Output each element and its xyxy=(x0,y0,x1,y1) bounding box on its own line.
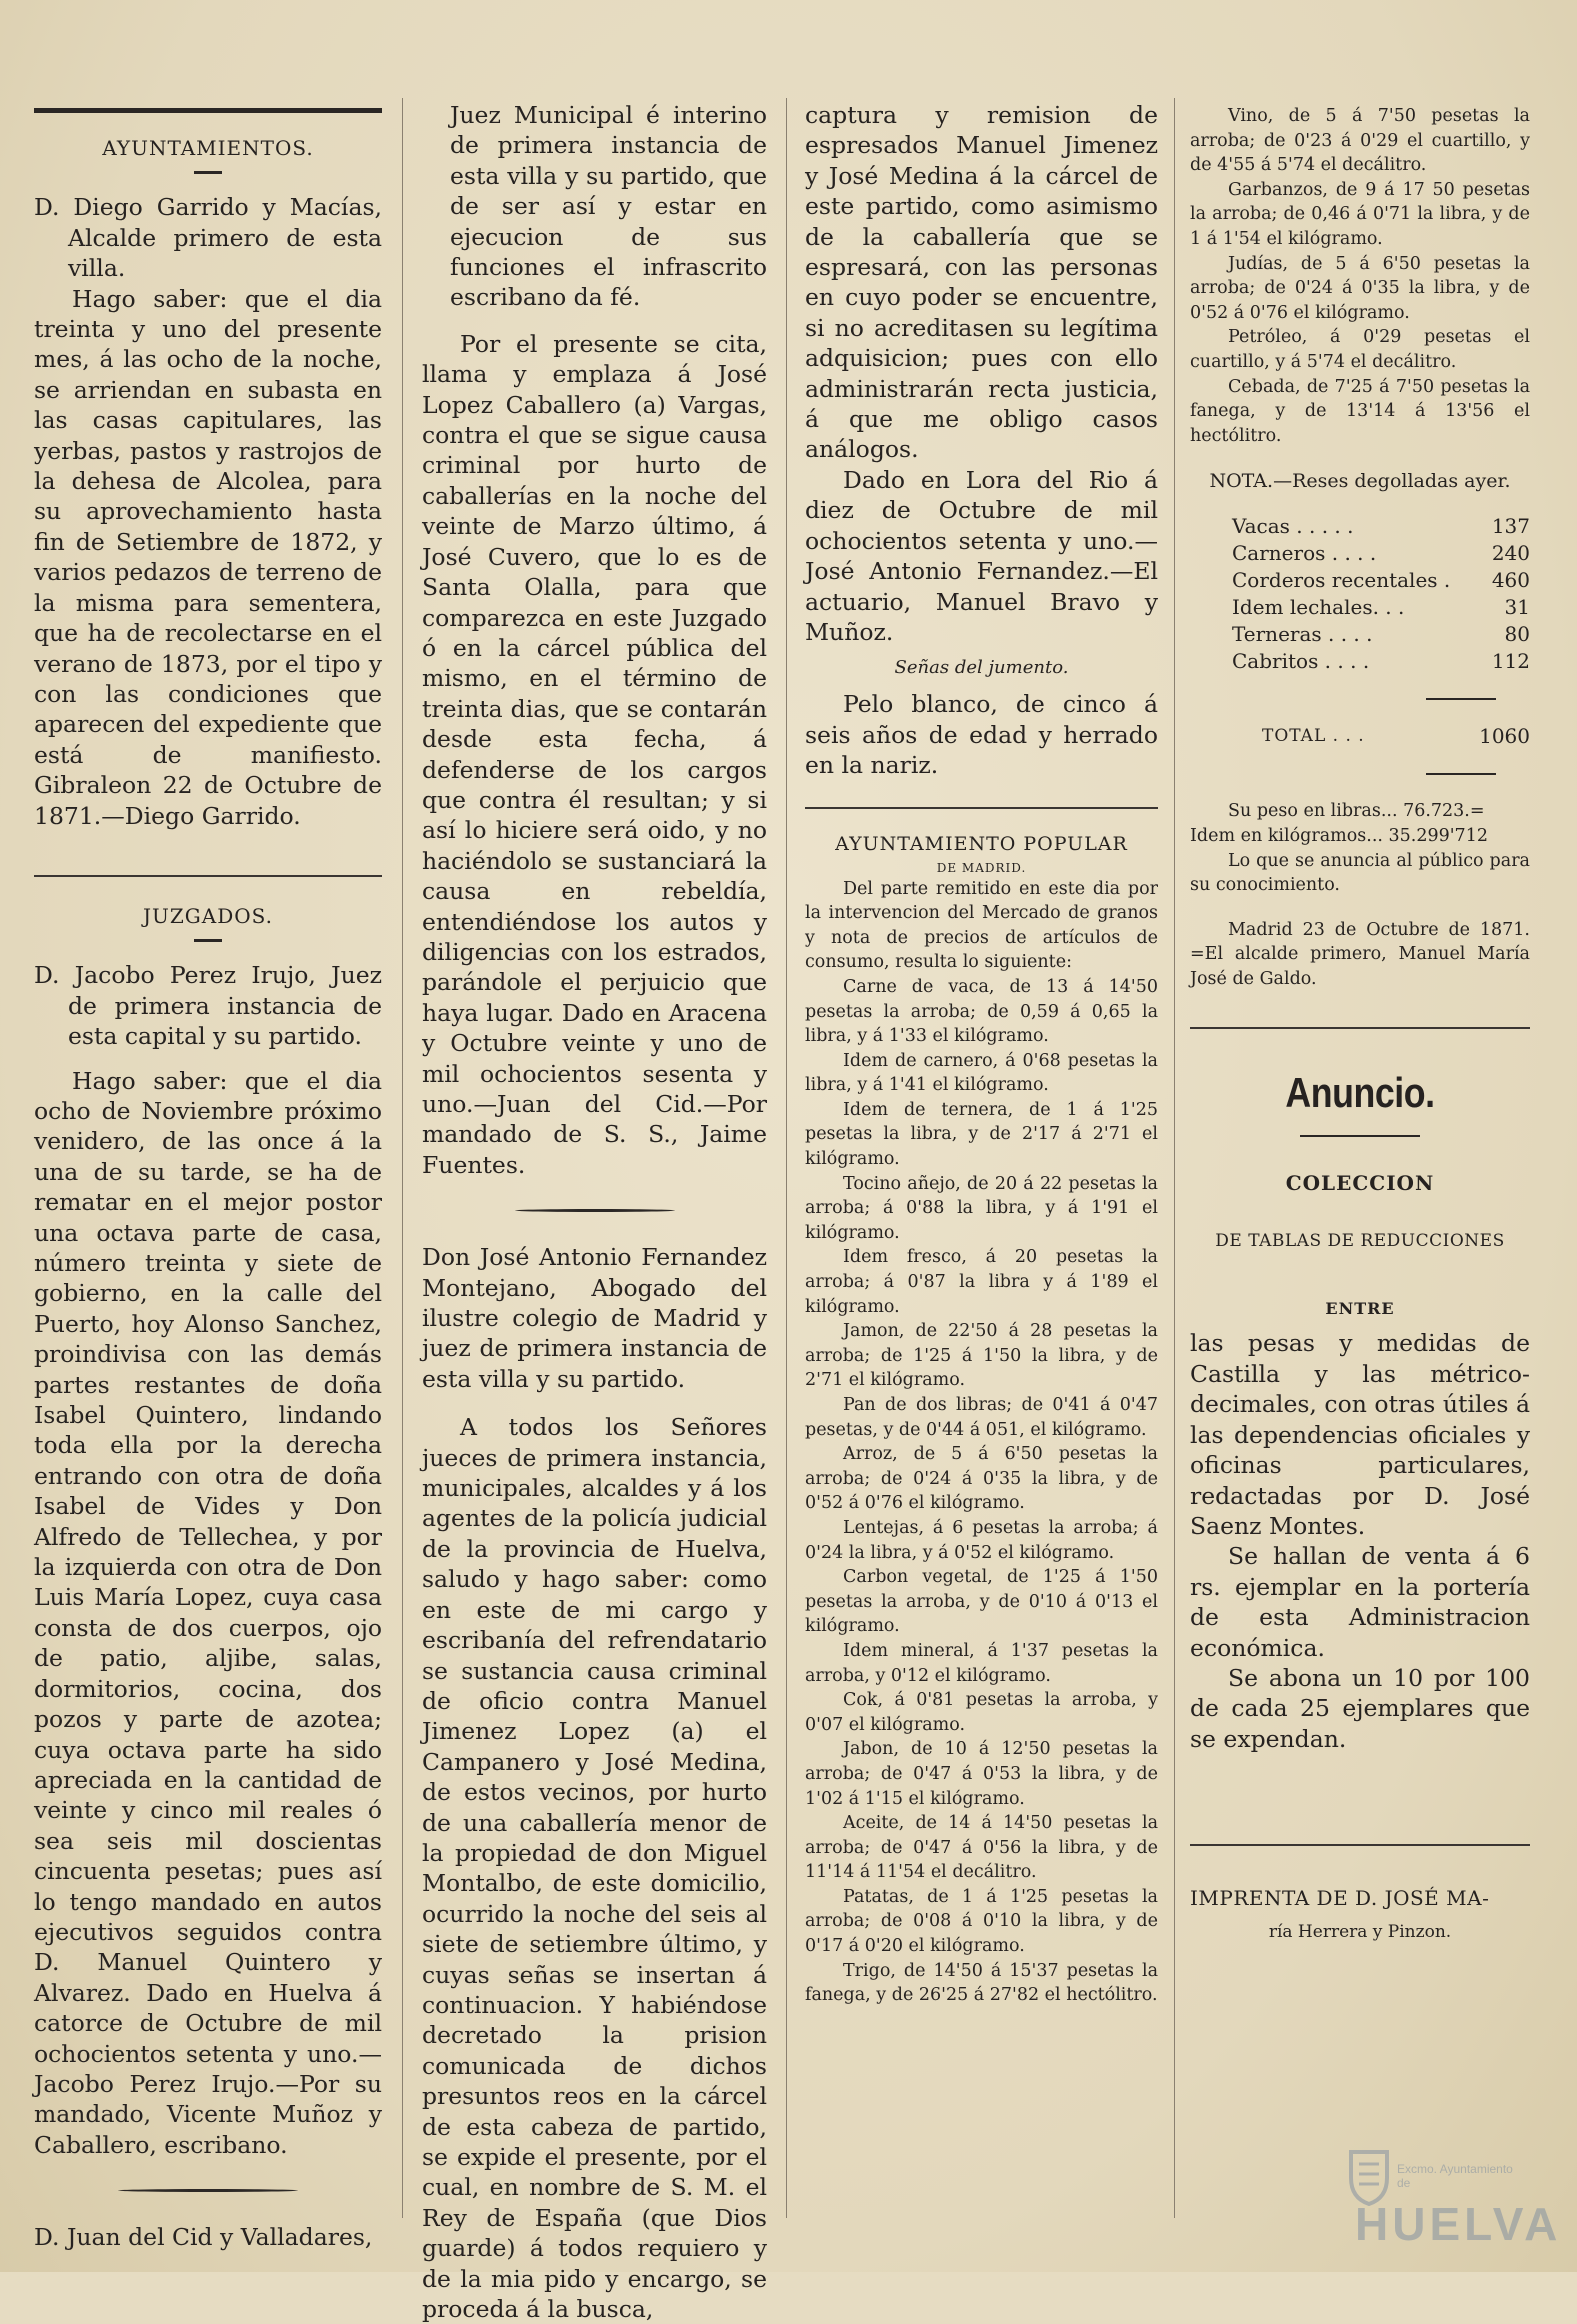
peso-note: Lo que se anuncia al público para su conocimiento. xyxy=(1190,850,1530,896)
anuncio-discount: Se abona un 10 por 100 de cada 25 ejemplares que se expendan. xyxy=(1190,1663,1530,1753)
section-heading-juzgados: JUZGADOS. xyxy=(143,903,273,928)
price-item: Idem de ternera, de 1 á 1'25 pesetas la libra, y de 2'17 á 2'71 el kilógramo. xyxy=(805,1099,1158,1170)
price-item: Garbanzos, de 9 á 17 50 pesetas la arroba; de 0,46 á 0'71 la libra, y de 1 á 1'54 el kilógramo. xyxy=(1190,179,1530,249)
reses-table xyxy=(1232,512,1530,674)
price-item: Tocino añejo, de 20 á 22 pesetas la arroba; á 0'88 la libra, y á 1'91 el kilógramo. xyxy=(805,1173,1158,1243)
edict-body: Hago saber: que el dia ocho de Noviembre próximo venidero, de las once á la una de su tarde, se ha de rematar en el mejor postor una octava parte de casa, número treinta y siete de gobierno, en la calle del Puerto, hoy Alonso Sanchez, proindivisa con las demás partes restantes de doña Isabel Quintero, lindando toda ella por la derecha entrando con otra de doña Isabel de Vides y Don Alfredo de Tellechea, y por la izquierda con otra de Don Luis María Lopez, cuya casa consta de dos cuerpos, ojo de patio, aljibe, salas, dormitorios, cocina, dos pozos y parte de azotea; cuya octava parte ha sido apreciada en la cantidad de veinte y cinco mil reales ó sea seis mil doscientas cincuenta pesetas; pues así lo tengo mandado en autos ejecutivos seguidos contra D. Manuel Quintero y Alvarez. Dado en Huelva á catorce de Octubre de mil ochocientos setenta y uno.—Jacobo Perez Irujo.—Por su mandado, Vicente Muñoz y Caballero, escribano. xyxy=(34,1066,382,2159)
reses-value: 240 xyxy=(1491,540,1530,565)
stamp-subtitle: Excmo. Ayuntamiento de xyxy=(1397,2162,1513,2190)
senas-body: Pelo blanco, de cinco á seis años de edad y herrado en la nariz. xyxy=(805,690,1158,780)
total-row xyxy=(1232,722,1530,749)
edict-body: A todos los Señores jueces de primera instancia, municipales, alcaldes y á los agentes de la policía judicial de la provincia de Huelva, saludo y hago saber: como en este de mi cargo y escribanía del refrendatario se sustancia causa criminal de oficio contra Manuel Jimenez Lopez (a) el Campanero y José Medina, de estos vecinos, por hurto de una caballería menor de la propiedad de don Miguel Montalbo, de este domicilio, ocurrido la noche del seis al siete de setiembre último, y cuyas señas se insertan á continuacion. Y habiéndose decretado la prision comunicada de dichos presuntos reos en la cárcel de esta cabeza de partido, se expide el presente, por el cual, en nombre de S. M. el Rey de España (que Dios guarde) á todos requiero y de la mia pido y encargo, se proceda á la busca, xyxy=(422,1413,767,2324)
edict-body: Hago saber: que el dia treinta y uno del presente mes, á las ocho de la noche, se arriendan en subasta en las casas capitulares, las yerbas, pastos y rastrojos de la dehesa de Alcolea, para su aprovechamiento hasta fin de Setiembre de 1872, y varios pedazos de terreno de la misma para sementera, que ha de recolectarse en el verano de 1873, por el tipo y con las condiciones que aparecen del expediente que está de manifiesto. Gibraleon 22 de Octubre de 1871.—Diego Garrido. xyxy=(34,284,382,830)
heading-dash xyxy=(194,939,222,942)
edict-intro: D. Juan del Cid y Valladares, xyxy=(34,2223,373,2252)
reses-value: 31 xyxy=(1504,594,1530,619)
edict-body: Juez Municipal é interino de primera instancia de esta villa y su partido, que de ser así y estar en ejecucion de sus funciones el infrascrito escribano da fé. xyxy=(450,101,767,312)
imprenta-line-1: IMPRENTA DE D. JOSÉ MA- xyxy=(1190,1886,1490,1911)
senas-heading: Señas del jumento. xyxy=(894,657,1069,679)
ornamental-separator xyxy=(515,1204,675,1218)
peso-kilos: Idem en kilógramos... 35.299'712 xyxy=(1190,825,1488,846)
reses-label: Corderos recentales . xyxy=(1232,567,1451,592)
table-row xyxy=(1232,539,1530,566)
edict-intro: D. Jacobo Perez Irujo, Juez de primera instancia de esta capital y su partido. xyxy=(34,961,382,1051)
heading-dash xyxy=(194,171,222,174)
table-row xyxy=(1232,620,1530,647)
price-item: Judías, de 5 á 6'50 pesetas la arroba; de 0'24 á 0'35 la libra, y de 0'52 á 0'76 el kilógramo. xyxy=(1190,253,1530,323)
total-label: TOTAL . . . xyxy=(1262,725,1365,746)
column-1 xyxy=(34,100,382,2253)
table-row xyxy=(1232,512,1530,539)
section-rule xyxy=(805,807,1158,809)
price-item: Cebada, de 7'25 á 7'50 pesetas la fanega, y de 13'14 á 13'56 el hectólitro. xyxy=(1190,376,1530,446)
price-item: Vino, de 5 á 7'50 pesetas la arroba; de 0'23 á 0'29 el cuartillo, y de 4'55 á 5'74 el decálitro. xyxy=(1190,106,1530,176)
price-item: Lentejas, á 6 pesetas la arroba; á 0'24 la libra, y á 0'52 el kilógramo. xyxy=(805,1517,1158,1563)
price-item: Cok, á 0'81 pesetas la arroba, y 0'07 el kilógramo. xyxy=(805,1690,1158,1735)
price-item: Pan de dos libras; de 0'41 á 0'47 pesetas, y de 0'44 á 051, el kilógramo. xyxy=(805,1395,1158,1440)
price-item: Aceite, de 14 á 14'50 pesetas la arroba; de 0'47 á 0'56 la libra, y de 11'14 á 11'54 el decálitro. xyxy=(805,1813,1158,1883)
anuncio-title: Anuncio. xyxy=(1285,1069,1435,1117)
nota-heading: NOTA.—Reses degolladas ayer. xyxy=(1209,470,1511,493)
price-item: Petróleo, á 0'29 pesetas el cuartillo, y á 5'74 el decálitro. xyxy=(1190,327,1530,372)
column-divider xyxy=(402,98,403,2218)
edict-body: Dado en Lora del Rio á diez de Octubre de mil ochocientos setenta y uno.—José Antonio Fernandez.—El actuario, Manuel Bravo y Muñoz. xyxy=(805,465,1158,646)
price-item: Idem de carnero, á 0'68 pesetas la libra, y á 1'41 el kilógramo. xyxy=(805,1050,1158,1096)
market-intro: Del parte remitido en este dia por la intervencion del Mercado de granos y nota de precios de artículos de consumo, resulta lo siguiente: xyxy=(805,878,1158,973)
edict-intro: D. Diego Garrido y Macías, Alcalde primero de esta villa. xyxy=(34,193,382,283)
total-dash xyxy=(1426,773,1496,775)
edict-intro: Don José Antonio Fernandez Montejano, Abogado del ilustre colegio de Madrid y juez de primera instancia de esta villa y su partido. xyxy=(422,1243,767,1393)
column-3 xyxy=(805,100,1158,2008)
reses-label: Carneros . . . . xyxy=(1232,540,1377,565)
section-rule xyxy=(1190,1027,1530,1029)
total-value: 1060 xyxy=(1479,723,1530,748)
edict-body: Por el presente se cita, llama y emplaza á José Lopez Caballero (a) Vargas, contra el que se sigue causa criminal por hurto de caballerías en la noche del veinte de Marzo último, á José Cuvero, que lo es de Santa Olalla, para que comparezca en este Juzgado ó en la cárcel pública del mismo, en el término de treinta dias, que se contarán desde esta fecha, á defenderse de los cargos que contra él resultan; y si así lo hiciere será oido, y no haciéndolo se sustanciará la causa en rebeldía, entendiéndose los autos y diligencias con los estrados, parándole el perjuicio que haya lugar. Dado en Aracena y Octubre veinte y uno de mil ochocientos sesenta y uno.—Juan del Cid.—Por mandado de S. S., Jaime Fuentes. xyxy=(422,329,767,1179)
reses-label: Terneras . . . . xyxy=(1232,621,1373,646)
reses-value: 460 xyxy=(1491,567,1530,592)
anuncio-body: las pesas y medidas de Castilla y las métrico-decimales, con otras útiles á las dependencias oficiales y oficinas particulares, redactadas por D. José Saenz Montes. xyxy=(1190,1329,1530,1540)
table-row xyxy=(1232,647,1530,674)
table-row xyxy=(1232,593,1530,620)
ayuntamiento-heading: AYUNTAMIENTO POPULAR xyxy=(835,832,1128,855)
total-dash xyxy=(1426,698,1496,700)
column-divider xyxy=(786,98,787,2218)
table-row xyxy=(1232,566,1530,593)
stamp-text: HUELVA xyxy=(1355,2198,1562,2250)
archive-stamp xyxy=(1345,2128,1562,2253)
price-item: Arroz, de 5 á 6'50 pesetas la arroba; de 0'24 á 0'35 la libra, y de 0'52 á 0'76 el kilógramo. xyxy=(805,1444,1158,1514)
coleccion-heading: COLECCION xyxy=(1285,1171,1435,1196)
imprenta-line-2: ría Herrera y Pinzon. xyxy=(1268,1922,1452,1943)
column-4 xyxy=(1190,104,1530,1952)
anuncio-price: Se hallan de venta á 6 rs. ejemplar en la portería de esta Administracion económica. xyxy=(1190,1542,1530,1662)
reses-value: 112 xyxy=(1491,648,1530,673)
ayuntamiento-subheading: DE MADRID. xyxy=(936,860,1027,875)
price-item: Trigo, de 14'50 á 15'37 pesetas la fanega, y de 26'25 á 27'82 el hectólitro. xyxy=(805,1960,1158,2006)
tablas-heading: DE TABLAS DE REDUCCIONES xyxy=(1215,1231,1505,1252)
reses-label: Cabritos . . . . xyxy=(1232,648,1370,673)
section-rule xyxy=(1190,1844,1530,1846)
peso-libras: Su peso en libras... 76.723.= xyxy=(1228,801,1485,822)
reses-value: 80 xyxy=(1504,621,1530,646)
reses-label: Vacas . . . . . xyxy=(1232,513,1354,538)
price-item: Idem fresco, á 20 pesetas la arroba; á 0'87 la libra y á 1'89 el kilógramo. xyxy=(805,1247,1158,1317)
price-item: Carne de vaca, de 13 á 14'50 pesetas la arroba; de 0,59 á 0,65 la libra, y á 1'33 el kilógramo. xyxy=(805,976,1158,1047)
price-item: Carbon vegetal, de 1'25 á 1'50 pesetas la arroba, y de 0'10 á 0'13 el kilógramo. xyxy=(805,1567,1158,1637)
price-item: Patatas, de 1 á 1'25 pesetas la arroba; de 0'08 á 0'10 la libra, y de 0'17 á 0'20 el kilógramo. xyxy=(805,1886,1158,1957)
price-list xyxy=(805,975,1158,2008)
reses-label: Idem lechales. . . xyxy=(1232,594,1405,619)
madrid-signature: Madrid 23 de Octubre de 1871. =El alcalde primero, Manuel María José de Galdo. xyxy=(1190,919,1530,989)
reses-value: 137 xyxy=(1491,513,1530,538)
column-divider xyxy=(1174,98,1175,2218)
price-item: Jabon, de 10 á 12'50 pesetas la arroba; de 0'47 á 0'53 la libra, y de 1'02 á 1'15 el kilógramo. xyxy=(805,1739,1158,1809)
title-rule xyxy=(1300,1135,1420,1137)
section-heading-ayuntamientos: AYUNTAMIENTOS. xyxy=(102,136,314,160)
entre-heading: ENTRE xyxy=(1325,1299,1395,1319)
edict-body: captura y remision de espresados Manuel Jimenez y José Medina á la cárcel de este partido, como asimismo de la caballería que se espresará, con las personas en cuyo poder se encuentre, si no acreditasen su legítima adquisicion; pues con ello administrarán recta justicia, á que me obligo casos análogos. xyxy=(805,101,1158,464)
price-list xyxy=(1190,104,1530,448)
price-item: Jamon, de 22'50 á 28 pesetas la arroba; de 1'25 á 1'50 la libra, y de 2'71 el kilógramo. xyxy=(805,1321,1158,1391)
section-rule xyxy=(34,875,382,877)
column-2 xyxy=(422,100,767,2324)
ornamental-separator xyxy=(118,2184,298,2198)
price-item: Idem mineral, á 1'37 pesetas la arroba, y 0'12 el kilógramo. xyxy=(805,1640,1158,1686)
